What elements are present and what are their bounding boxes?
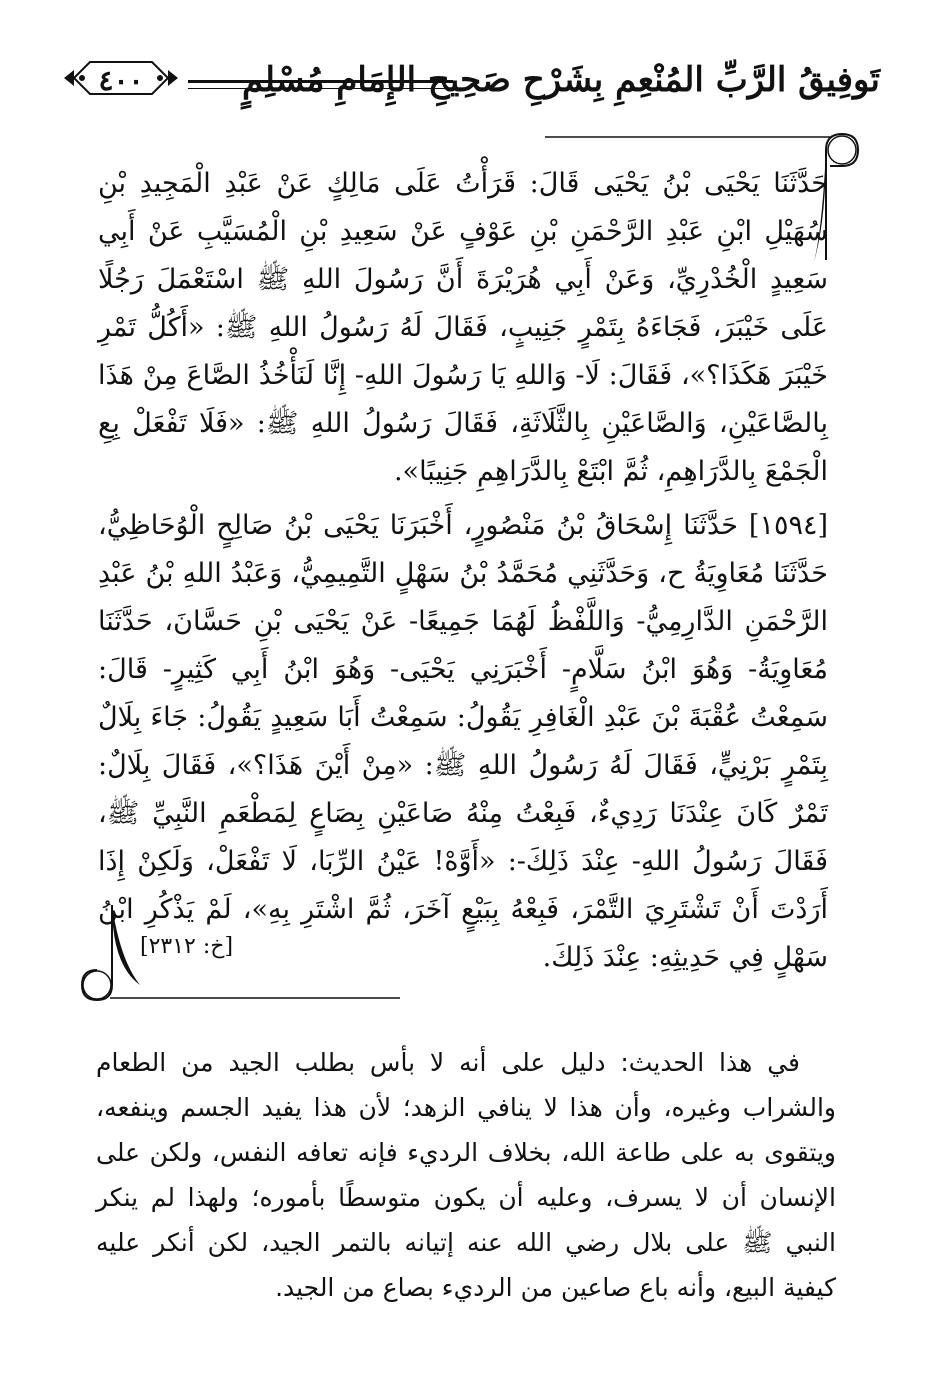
hadith-paragraph-2: [١٥٩٤] حَدَّثَنَا إِسْحَاقُ بْنُ مَنْصُورٍ، أَخْبَرَنَا يَحْيَى بْنُ صَالِحٍ الْوُحَاظِيُّ، حَدَّثَنَا مُعَاوِيَةُ ح، وَحَدَّثَنِي مُحَمَّدُ بْنُ سَهْلٍ التَّمِيمِيُّ، وَعَبْدُ اللهِ بْنُ عَبْدِ الرَّحْمَنِ الدَّارِمِيُّ- وَاللَّفْظُ لَهُمَا جَمِيعًا- عَنْ يَحْيَى بْنِ حَسَّانَ، حَدَّثَنَا مُعَاوِيَةُ- وَهُوَ ابْنُ سَلَّامٍ- أَخْبَرَنِي يَحْيَى- وَهُوَ ابْنُ أَبِي كَثِيرٍ- قَالَ: سَمِعْتُ عُقْبَةَ بْنَ عَبْدِ الْغَافِرِ يَقُولُ: سَمِعْتُ أَبَا سَعِيدٍ يَقُولُ: جَاءَ بِلَالٌ بِتَمْرٍ بَرْنِيٍّ، فَقَالَ لَهُ رَسُولُ اللهِ ﷺ: «مِنْ أَيْنَ هَذَا؟»، فَقَالَ بِلَالٌ: تَمْرٌ كَانَ عِنْدَنَا رَدِيءٌ، فَبِعْتُ مِنْهُ صَاعَيْنِ بِصَاعٍ لِمَطْعَمِ النَّبِيِّ ﷺ، فَقَالَ رَسُولُ اللهِ- عِنْدَ ذَلِكَ-: «أَوَّهْ! عَيْنُ الرِّبَا، لَا تَفْعَلْ، وَلَكِنْ إِذَا أَرَدْتَ أَنْ تَشْتَرِيَ التَّمْرَ، فَبِعْهُ بِبَيْعٍ آخَرَ، ثُمَّ اشْتَرِ بِهِ»، لَمْ يَذْكُرِ ابْنُ سَهْلٍ فِي حَدِيثِهِ: عِنْدَ ذَلِكَ. [98, 510, 828, 973]
book-title: تَوفِيقُ الرَّبِّ المُنْعِمِ بِشَرْحِ صَحِيحِ الإِمَامِ مُسْلِمٍ [242, 60, 880, 100]
page-number: ٤٠٠ [98, 64, 144, 97]
hadith-paragraph-1: حَدَّثَنَا يَحْيَى بْنُ يَحْيَى قَالَ: قَرَأْتُ عَلَى مَالِكٍ عَنْ عَبْدِ الْمَجِيدِ بْنِ سُهَيْلِ ابْنِ عَبْدِ الرَّحْمَنِ بْنِ عَوْفٍ عَنْ سَعِيدِ بْنِ الْمُسَيَّبِ عَنْ أَبِي سَعِيدٍ الْخُدْرِيِّ، وَعَنْ أَبِي هُرَيْرَةَ أَنَّ رَسُولَ اللهِ ﷺ اسْتَعْمَلَ رَجُلًا عَلَى خَيْبَرَ، فَجَاءَهُ بِتَمْرٍ جَنِيبٍ، فَقَالَ لَهُ رَسُولُ اللهِ ﷺ: «أَكُلُّ تَمْرِ خَيْبَرَ هَكَذَا؟»، فَقَالَ: لَا- وَاللهِ يَا رَسُولَ اللهِ- إِنَّا لَنَأْخُذُ الصَّاعَ مِنْ هَذَا بِالصَّاعَيْنِ، وَالصَّاعَيْنِ بِالثَّلَاثَةِ، فَقَالَ رَسُولُ اللهِ ﷺ: «فَلَا تَفْعَلْ بِعِ الْجَمْعَ بِالدَّرَاهِمِ، ثُمَّ ابْتَعْ بِالدَّرَاهِمِ جَنِيبًا». [98, 168, 828, 487]
commentary-block [96, 1040, 836, 1310]
hadith-text-block [98, 160, 828, 1000]
commentary-paragraph: في هذا الحديث: دليل على أنه لا بأس بطلب الجيد من الطعام والشراب وغيره، وأن هذا لا ينافي الزهد؛ لأن هذا يفيد الجسم وينفعه، ويتقوى به على طاعة الله، بخلاف الرديء فإنه تعافه النفس، ولكن على الإنسان أن لا يسرف، وعليه أن يكون متوسطًا بأموره؛ ولهذا لم ينكر النبي ﷺ على بلال رضي الله عنه إتيانه بالتمر الجيد، لكن أنكر عليه كيفية البيع، وأنه باع صاعين من الرديء بصاع من الجيد. [96, 1048, 836, 1302]
hadith-reference: [خ: ٢٣١٢] [140, 934, 234, 959]
